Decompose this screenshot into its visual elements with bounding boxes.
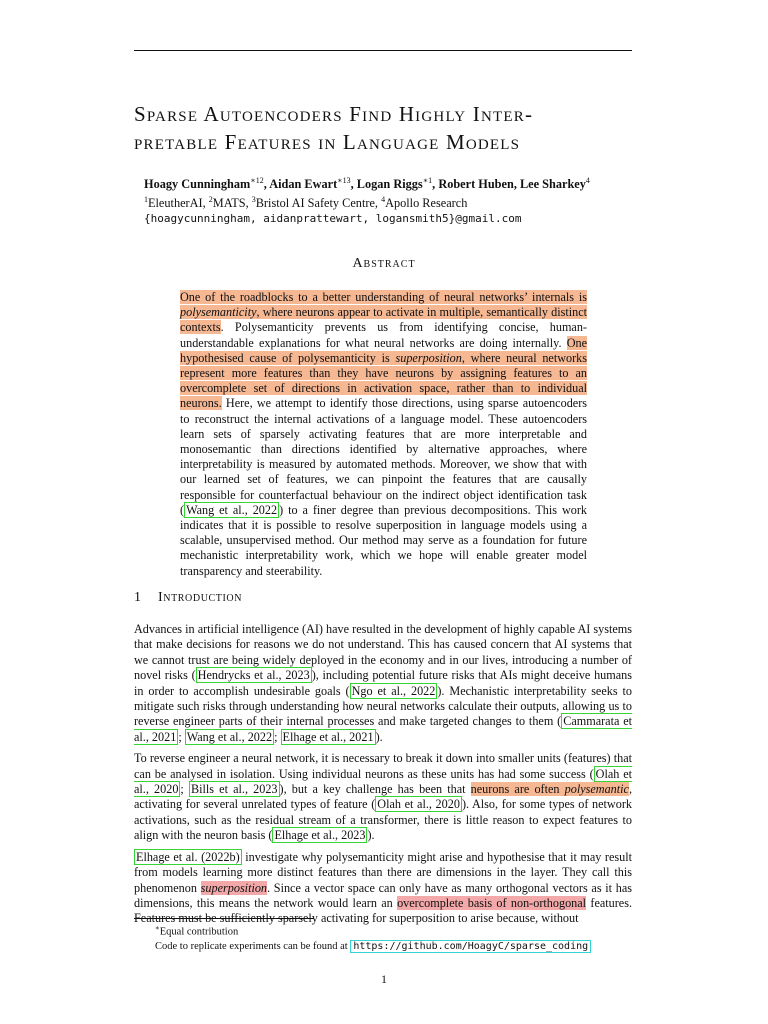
abstract-heading: Abstract <box>352 256 416 271</box>
affiliation: Bristol AI Safety Centre, <box>255 196 382 211</box>
text-run: , where neural networks represent more features than they have neurons by assigning features to an overcomplete set of directions in activation space, rather than to individual neurons. <box>180 350 588 411</box>
citation-link[interactable]: Wang et al., 2022 <box>186 729 273 744</box>
top-rule <box>134 50 632 51</box>
author-sup: ∗12 <box>250 176 264 185</box>
affil-sup: 1 <box>144 195 148 205</box>
author-name: Logan Riggs <box>356 177 423 192</box>
text-run: . Since a vector space can only have as many orthogonal vectors as it has dimensions, this means the network would learn an <box>134 880 632 910</box>
affil-sup: 3 <box>251 195 256 205</box>
text-run: , where neurons appear to activate in multiple, semantically distinct contexts <box>180 305 587 335</box>
text-run: One hypothesised cause of polysemanticity is <box>180 335 587 365</box>
text-run: Equal contribution <box>159 926 239 938</box>
citation-link[interactable]: Elhage et al., 2023 <box>274 828 366 843</box>
title-line-1: Sparse Autoencoders Find Highly Inter- <box>134 102 534 126</box>
text-run: Code to replicate experiments can be found at <box>155 940 351 952</box>
text-run: ). <box>375 729 383 744</box>
text-run: . Polysemanticity prevents us from identifying concise, human-understandable explanations for what neural networks are doing internally. <box>180 320 587 350</box>
author-sup: 4 <box>585 176 590 185</box>
citation-link[interactable]: Olah et al., 2020 <box>134 766 632 797</box>
citation-link[interactable]: Elhage et al., 2021 <box>282 729 374 744</box>
author-name: Aidan Ewart <box>269 177 338 192</box>
author-name: Lee Sharkey <box>519 177 586 192</box>
highlight-red: overcomplete basis of non-orthogonal <box>397 895 587 910</box>
affiliation: MATS, <box>212 196 252 211</box>
text-run: Advances in artificial intelligence (AI) have resulted in the development of highly capable AI systems that make decisions for reasons we do not understand. This has caused concern that AI systems that we cannot trust are being widely deployed in the economy and in our lives, introducing a number of novel risks ( <box>134 622 632 683</box>
citation-link[interactable]: Ngo et al., 2022 <box>351 683 436 698</box>
affiliation: EleutherAI, <box>148 196 209 211</box>
affil-sup: 4 <box>381 195 386 205</box>
text-run: ). <box>367 828 375 843</box>
affiliations <box>144 192 634 211</box>
footnote-mark: ∗ <box>155 924 160 932</box>
title-line-2: pretable Features in Language Models <box>134 130 521 154</box>
text-run: ) to a finer degree than previous decompositions. This work indicates that it is possible to resolve superposition in language models using a scalable, unsupervised method. Our method may serve as a foundation for future mechanistic interpretability work, which we hope will enable greater model transparency and steerability. <box>180 502 587 578</box>
highlight-orange <box>471 782 629 796</box>
citation-link[interactable]: Cammarata et al., 2021 <box>134 714 632 744</box>
section-title: Introduction <box>158 590 243 605</box>
text-run: To reverse engineer a neural network, it is necessary to break it down into smaller units (features) that can be analysed in isolation. Using individual neurons as these units has had some success ( <box>134 751 632 781</box>
text-run: features. Features must be sufficiently sparsely activating for superposition to arise because, without <box>134 895 633 926</box>
text-run: ). Mechanistic interpretability seeks to mitigate such risks through understanding how neural networks calculate their outputs, allowing us to reverse engineer parts of their internal processes and make targeted changes to them ( <box>134 683 632 729</box>
author-name: Hoagy Cunningham <box>144 177 251 192</box>
text-run: ), but a key challenge has been that <box>279 782 471 797</box>
text-run: Here, we attempt to identify those directions, using sparse autoencoders to reconstruct the internal activations of a language model. These autoencoders learn sets of sparsely activating features that are more interpretable and monosemantic than directions identified by alternative approaches, where interpretability is measured by automated methods. Moreover, we show that with our learned set of features, we can pinpoint the features that are causally responsible for counterfactual behaviour on the indirect object identification task ( <box>180 396 587 517</box>
paragraph: To reverse engineer a neural network, it is necessary to break it down into smaller units (features) that can be analysed in isolation. Using individual neurons as these units has had some success ( Olah et al., 2020 ; Bills et al., 2023 ), but a key challenge has been that neurons are often polysemantic, activating for several unrelated types of feature ( Olah et al., 2020 ). Also, for some types of network activations, such as the residual stream of a transformer, there is little reason to expect features to align with the neuron basis ( Elhage et al., 2023 ). <box>134 751 632 843</box>
intro-body <box>134 622 632 933</box>
paragraph <box>134 850 632 927</box>
footnotes <box>155 921 635 954</box>
author-sup: ∗13 <box>337 176 351 185</box>
abstract-text <box>180 290 587 579</box>
emphasis: polysemanticity <box>180 305 257 320</box>
page-number: 1 <box>381 972 387 986</box>
footnote-code <box>155 940 635 954</box>
paragraph: Advances in artificial intelligence (AI) have resulted in the development of highly capable AI systems that make decisions for reasons we do not understand. This has caused concern that AI systems that we cannot trust are being widely deployed in the economy and in our lives, introducing a number of novel risks ( Hendrycks et al., 2023 ), including potential future risks that AIs might deceive humans in order to accomplish undesirable goals ( Ngo et al., 2022 ). Mechanistic interpretability seeks to mitigate such risks through understanding how neural networks calculate their outputs, allowing us to reverse engineer parts of their internal processes and make targeted changes to them ( Cammarata et al., 2021 ; Wang et al., 2022 ; Elhage et al., 2021 ). <box>134 622 632 744</box>
author-emails: {hoagycunningham, aidanprattewart, logansmith5}@gmail.com <box>144 212 522 226</box>
author-block <box>144 173 634 227</box>
citation-link[interactable]: Elhage et al. (2022b) <box>136 849 240 864</box>
footnote-equal <box>155 921 635 940</box>
author-names: Hoagy Cunningham$^{∗12}$, Aidan Ewart$^{∗13}$, Logan Riggs$^{∗1}$, Robert Huben, Lee Sharkey$^4$ <box>144 176 590 192</box>
text-run: ). Also, for some types of network activations, such as the residual stream of a transformer, there is little reason to expect features to align with the neuron basis ( <box>134 797 632 843</box>
text-run: One of the roadblocks to a better understanding of neural networks’ internals is <box>180 290 587 304</box>
citation-link[interactable]: Olah et al., 2020 <box>377 797 460 812</box>
affiliation: Apollo Research <box>385 196 468 211</box>
text-run: , activating for several unrelated types of feature ( <box>134 782 632 812</box>
code-url-link[interactable]: https://github.com/HoagyC/sparse_coding <box>350 940 591 953</box>
footnote-rule <box>134 918 314 919</box>
author-sup: ∗1 <box>422 176 433 185</box>
emphasis: superposition <box>395 350 462 365</box>
text-run: neurons are often <box>470 782 565 797</box>
section-number: 1 <box>134 590 142 605</box>
author-name: Robert Huben <box>438 177 514 192</box>
citation-link[interactable]: Hendrycks et al., 2023 <box>197 668 310 683</box>
text-run: ), including potential future risks that AIs might deceive humans in order to accomplish undesirable goals ( <box>134 668 632 698</box>
section-heading <box>134 590 242 606</box>
text-run: investigate why polysemanticity might arise and hypothesise that it may result from models learning more distinct features than there are dimensions in the layer. They call this phenomenon <box>134 849 633 895</box>
paper-title <box>134 100 634 156</box>
citation-link[interactable]: Bills et al., 2023 <box>190 782 278 797</box>
highlight-red: superposition <box>200 880 268 895</box>
affil-sup: 2 <box>208 195 213 205</box>
citation-link[interactable]: Wang et al., 2022 <box>186 502 278 517</box>
emphasis: polysemantic <box>564 782 629 797</box>
